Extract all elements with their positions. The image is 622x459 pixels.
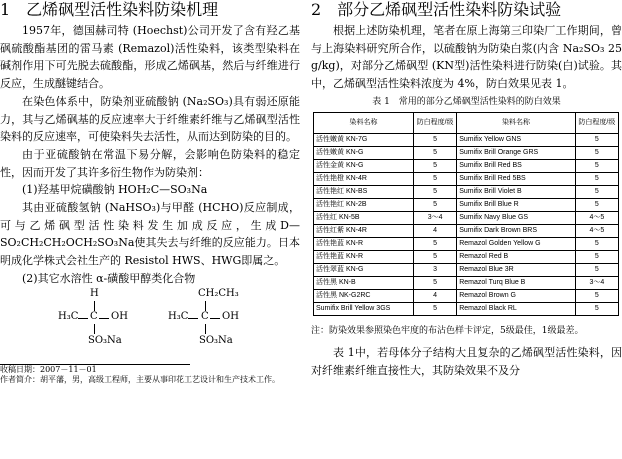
author-info: 作者简介：胡平藩，男，高级工程师，主要从事印花工艺设计和生产技术工作。 [0, 374, 280, 384]
section-2-heading: 2 部分乙烯砜型活性染料防染试验 [311, 0, 562, 19]
resist-grade-cell: 5 [413, 172, 456, 185]
resist-grade-cell: 3～4 [413, 211, 456, 224]
dye-name-cell: 活性艳橙 KN-4R [314, 172, 414, 185]
dye-name-cell: 活性金黄 KN-G [314, 159, 414, 172]
table-row [314, 198, 619, 211]
table-row [314, 302, 619, 315]
resist-grade-cell: 5 [575, 146, 618, 159]
table-row [314, 224, 619, 237]
dye-name-cell: Sumifix Brill Red BS [457, 159, 576, 172]
dye-name-cell: 活性艳蓝 KN-R [314, 237, 414, 250]
table-row [314, 237, 619, 250]
resist-grade-cell: 5 [413, 302, 456, 315]
table-row [314, 172, 619, 185]
resist-grade-cell: 5 [413, 133, 456, 146]
header-dye-name-1: 染料名称 [314, 112, 414, 133]
resist-grade-cell: 5 [413, 237, 456, 250]
formula-2-right: OH [222, 310, 239, 322]
right-paragraph-2: 表 1中，若母体分子结构大且复杂的乙烯砜型活性染料，因对纤维素纤维直接性大，其防染效果不及分 [311, 345, 622, 377]
header-dye-name-2: 染料名称 [457, 112, 576, 133]
resist-grade-cell: 4～5 [575, 224, 618, 237]
left-item-2: (2)其它水溶性 α-磺酸甲醇类化合物 [22, 271, 196, 285]
dye-name-cell: Remazol Red B [457, 250, 576, 263]
header-grade-2: 防白程度/级 [575, 112, 618, 133]
dye-name-cell: 活性艳红 KN-BS [314, 185, 414, 198]
dye-name-cell: Remazol Golden Yellow G [457, 237, 576, 250]
left-paragraph-3: 由于亚硫酸钠在常温下易分解，会影响色防染料的稳定性，因而开发了其许多衍生物作为防染剂： [0, 147, 300, 179]
dye-name-cell: 活性红紫 KN-4R [314, 224, 414, 237]
table-row [314, 276, 619, 289]
table-row [314, 263, 619, 276]
resist-grade-cell: 5 [575, 289, 618, 302]
right-paragraph-1: 根据上述防染机理，笔者在原上海第三印染厂工作期间，曾与上海染料研究所合作，以硫酸钠为防染白浆(内含 Na₂SO₃ 25 g/kg)，对部分乙烯砜型 (KN型)活性染料进行防染(白)试验。其中，乙烯砜型活性染料浓度为 4%，防白效果见表 1。 [311, 24, 622, 91]
dye-name-cell: 活性红 KN-5B [314, 211, 414, 224]
table-row [314, 289, 619, 302]
table-note: 注：防染效果参照染色牢度的布沾色样卡评定，5级最佳，1级最差。 [311, 325, 584, 336]
dye-name-cell: Sumifix Brill Red 5BS [457, 172, 576, 185]
table-row [314, 250, 619, 263]
dye-name-cell: Sumifix Brill Orange GRS [457, 146, 576, 159]
resist-grade-cell: 4 [413, 224, 456, 237]
resist-grade-cell: 5 [413, 250, 456, 263]
dye-name-cell: 活性翠蓝 KN-G [314, 263, 414, 276]
dye-name-cell: 活性黑 KN-B [314, 276, 414, 289]
resist-grade-cell: 5 [575, 185, 618, 198]
section-1-heading: 1 乙烯砜型活性染料防染机理 [0, 0, 219, 19]
resist-grade-cell: 5 [413, 146, 456, 159]
dye-name-cell: Remazol Turq Blue B [457, 276, 576, 289]
table-row [314, 211, 619, 224]
dye-name-cell: Sumifix Brill Yellow 3GS [314, 302, 414, 315]
resist-grade-cell: 4～5 [575, 211, 618, 224]
table-body [314, 133, 619, 315]
dye-name-cell: 活性艳蓝 KN-R [314, 250, 414, 263]
structural-formulas [0, 288, 300, 360]
left-column [0, 0, 300, 385]
dye-name-cell: 活性嫩黄 KN-G [314, 146, 414, 159]
dye-name-cell: Sumifix Yellow GNS [457, 133, 576, 146]
dye-name-cell: 活性艳红 KN-2B [314, 198, 414, 211]
formula-1-bottom: SO₃Na [88, 334, 122, 346]
dye-name-cell: Remazol Brown G [457, 289, 576, 302]
dye-name-cell: 活性嫩黄 KN-7G [314, 133, 414, 146]
resist-grade-cell: 5 [575, 133, 618, 146]
resist-grade-cell: 5 [575, 198, 618, 211]
table-row [314, 185, 619, 198]
dye-name-cell: Remazol Blue 3R [457, 263, 576, 276]
right-column [311, 0, 622, 379]
formula-2-bottom: SO₃Na [199, 334, 233, 346]
resist-grade-cell: 5 [413, 185, 456, 198]
dye-name-cell: Sumifix Dark Brown BRS [457, 224, 576, 237]
dye-name-cell: Sumifix Brill Blue R [457, 198, 576, 211]
resist-grade-cell: 5 [575, 172, 618, 185]
table-row [314, 146, 619, 159]
table-row [314, 159, 619, 172]
table-caption: 表 1 常用的部分乙烯砜型活性染料的防白效果 [372, 96, 561, 107]
table-header-row [314, 112, 619, 133]
resist-grade-cell: 5 [413, 159, 456, 172]
resist-grade-cell: 5 [575, 250, 618, 263]
resist-grade-cell: 4 [413, 289, 456, 302]
formula-2-left: H₃C [168, 310, 189, 322]
dye-name-cell: Sumifix Brill Violet B [457, 185, 576, 198]
formula-2-top: CH₂CH₃ [198, 287, 239, 299]
resist-grade-cell: 5 [575, 302, 618, 315]
received-date: 收稿日期：2007－11－01 [0, 364, 97, 374]
left-item-1: (1)羟基甲烷磺酸钠 HOH₂C—SO₃Na [22, 183, 208, 197]
dye-name-cell: Remazol Black RL [457, 302, 576, 315]
resist-grade-cell: 5 [575, 159, 618, 172]
left-paragraph-2: 在染色体系中，防染剂亚硫酸钠 (Na₂SO₃)具有弱还原能力，其与乙烯砜基的反应速率大于纤维素纤维与乙烯砜型活性染料的反应速率，可使染料失去活性，从而达到防染的目的。 [0, 94, 300, 144]
dye-name-cell: Sumifix Navy Blue GS [457, 211, 576, 224]
resist-grade-cell: 5 [575, 237, 618, 250]
resist-grade-cell: 5 [413, 276, 456, 289]
resist-grade-cell: 3 [413, 263, 456, 276]
dye-name-cell: 活性黑 NK-G2RC [314, 289, 414, 302]
resist-grade-cell: 5 [575, 263, 618, 276]
formula-1-top: H [90, 287, 99, 299]
formula-1-center: C [90, 310, 98, 322]
resist-grade-cell: 3～4 [575, 276, 618, 289]
table-row [314, 133, 619, 146]
formula-1-right: OH [111, 310, 128, 322]
left-paragraph-4: 其由亚硫酸氢钠 (NaHSO₃)与甲醛 (HCHO)反应制成，可与乙烯砜型活性染料发生加成反应，生成D—SO₂CH₂CH₂OCH₂SO₃Na使其失去与纤维的反应能力。日本明成化学株式会社生产的 Resistol HWS、HWG即属之。 [0, 201, 300, 268]
header-grade-1: 防白程度/级 [413, 112, 456, 133]
dye-resist-table [313, 112, 619, 316]
formula-1-left: H₃C [58, 310, 79, 322]
resist-grade-cell: 5 [413, 198, 456, 211]
formula-2-center: C [201, 310, 209, 322]
left-paragraph-1: 1957年，德国赫司特 (Hoechst)公司开发了含有羟乙基砜硫酸酯基团的雷马素 (Remazol)活性染料，该类型染料在碱剂作用下可先脱去硫酸酯，形成乙烯砜基，然后与纤维进行反应，生成醚键结合。 [0, 24, 300, 91]
